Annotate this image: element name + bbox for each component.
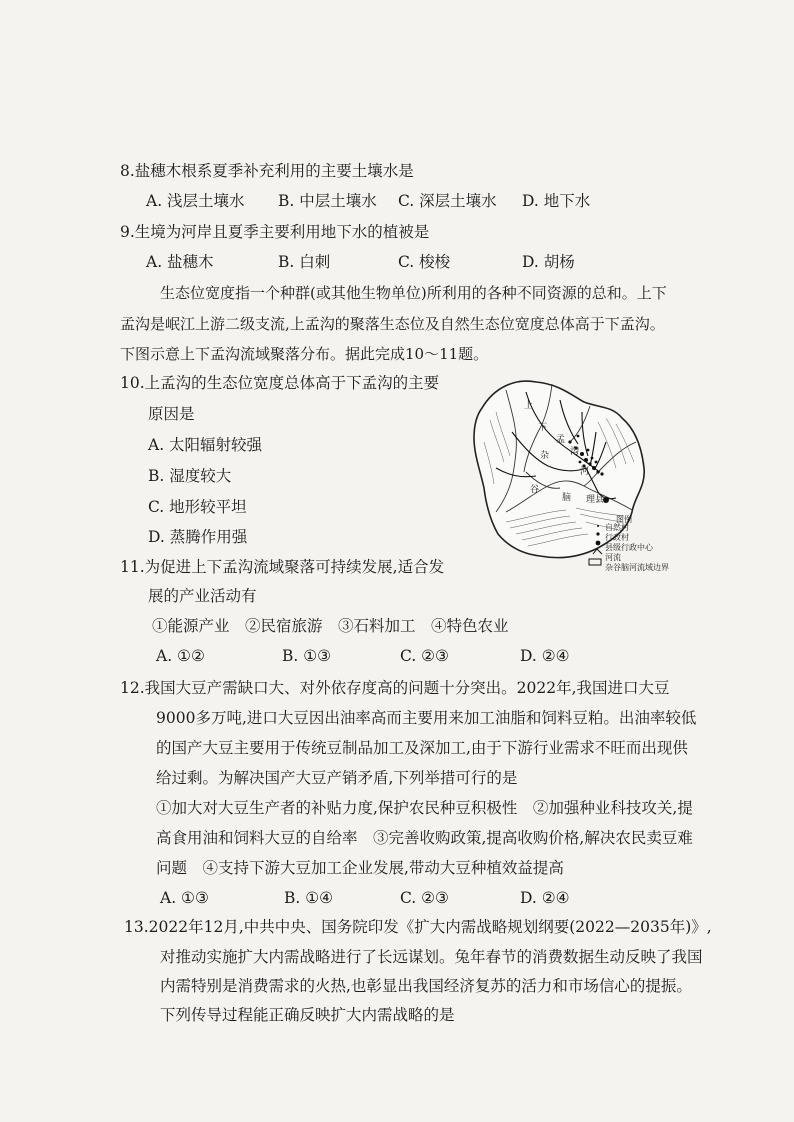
intro-line-2: 孟沟是岷江上游二级支流,上孟沟的聚落生态位及自然生态位宽度总体高于下孟沟。 xyxy=(120,315,665,333)
q12-option-a: A. ①③ xyxy=(160,889,209,907)
q10-option-d: D. 蒸腾作用强 xyxy=(148,528,248,546)
map-label-gu: 谷 xyxy=(530,485,540,495)
q9-option-b: B. 白刺 xyxy=(278,253,331,271)
map-legend-title: 图例 xyxy=(616,515,632,524)
map-label-gou: 沟 xyxy=(570,447,580,457)
q8-option-b: B. 中层土壤水 xyxy=(278,192,377,210)
watershed-map xyxy=(466,372,669,588)
q11-option-b: B. ①③ xyxy=(282,647,332,665)
q12-line-2: 9000多万吨,进口大豆因出油率高而主要用来加工油脂和饲料豆粕。出油率较低 xyxy=(156,709,697,727)
q12-option-d: D. ②④ xyxy=(520,889,570,907)
legend-natural-village: 自然村 xyxy=(605,523,629,532)
map-label-za: 杂 xyxy=(540,451,550,461)
q12-line-4: 给过剩。为解决国产大豆产销矛盾,下列举措可行的是 xyxy=(156,769,518,787)
q11-stem-line-1: 11.为促进上下孟沟流域聚落可持续发展,适合发 xyxy=(120,558,445,576)
legend-basin-boundary: 杂谷脑河流域边界 xyxy=(605,563,669,572)
q13-line-3: 内需特别是消费需求的火热,也彰显出我国经济复苏的活力和市场信心的提振。 xyxy=(160,977,692,995)
legend-river: 河流 xyxy=(605,553,621,562)
q11-stem-line-2: 展的产业活动有 xyxy=(148,587,257,605)
q8-stem: 8.盐穗木根系夏季补充利用的主要土壤水是 xyxy=(120,162,414,180)
q11-option-a: A. ①② xyxy=(156,647,205,665)
q13-line-2: 对推动实施扩大内需战略进行了长远谋划。兔年春节的消费数据生动反映了我国 xyxy=(160,948,703,966)
intro-line-1: 生态位宽度指一个种群(或其他生物单位)所利用的各种不同资源的总和。上下 xyxy=(160,284,667,302)
legend-county-center: 县级行政中心 xyxy=(605,543,653,552)
q12-option-b: B. ①④ xyxy=(284,889,334,907)
q10-stem-line-2: 原因是 xyxy=(148,405,195,423)
q9-stem: 9.生境为河岸且夏季主要利用地下水的植被是 xyxy=(120,223,430,241)
intro-line-3: 下图示意上下孟沟流域聚落分布。据此完成10～11题。 xyxy=(120,345,489,363)
map-label-he: 河 xyxy=(580,467,590,477)
q12-line-1: 12.我国大豆产需缺口大、对外依存度高的问题十分突出。2022年,我国进口大豆 xyxy=(120,679,670,697)
q10-option-a: A. 太阳辐射较强 xyxy=(148,436,263,454)
map-legend-items xyxy=(605,523,669,573)
map-label-meng: 孟 xyxy=(556,435,566,445)
q10-option-b: B. 湿度较大 xyxy=(148,467,232,485)
q13-line-4: 下列传导过程能正确反映扩大内需战略的是 xyxy=(160,1006,455,1024)
q8-option-c: C. 深层土壤水 xyxy=(398,192,497,210)
q12-option-c: C. ②③ xyxy=(400,889,449,907)
legend-admin-village: 行政村 xyxy=(605,533,629,542)
q9-option-c: C. 梭梭 xyxy=(398,253,451,271)
q13-line-1: 13.2022年12月,中共中央、国务院印发《扩大内需战略规划纲要(2022—2035年)》, xyxy=(124,918,712,936)
q8-option-a: A. 浅层土壤水 xyxy=(146,192,245,210)
q8-option-d: D. 地下水 xyxy=(522,192,591,210)
q10-stem-line-1: 10.上孟沟的生态位宽度总体高于下孟沟的主要 xyxy=(120,374,440,392)
q12-line-3: 的国产大豆主要用于传统豆制品加工及深加工,由于下游行业需求不旺而出现供 xyxy=(156,739,688,757)
map-label-shang: 上 xyxy=(524,401,534,411)
q11-option-d: D. ②④ xyxy=(520,647,570,665)
q12-line-7: 问题 ④支持下游大豆加工企业发展,带动大豆种植效益提高 xyxy=(156,859,564,877)
q9-option-a: A. 盐穗木 xyxy=(146,253,214,271)
q12-line-6: 高食用油和饲料大豆的自给率 ③完善收购政策,提高收购价格,解决农民卖豆难 xyxy=(156,829,693,847)
map-label-nao: 脑 xyxy=(562,493,572,503)
map-label-lixian: 理县 xyxy=(586,495,605,505)
q12-line-5: ①加大对大豆生产者的补贴力度,保护农民种豆积极性 ②加强种业科技攻关,提 xyxy=(156,799,693,817)
q9-option-d: D. 胡杨 xyxy=(522,253,575,271)
q10-option-c: C. 地形较平坦 xyxy=(148,498,247,516)
q11-items: ①能源产业 ②民宿旅游 ③石料加工 ④特色农业 xyxy=(152,617,509,635)
q11-option-c: C. ②③ xyxy=(400,647,449,665)
map-label-xia: 下 xyxy=(538,423,548,433)
